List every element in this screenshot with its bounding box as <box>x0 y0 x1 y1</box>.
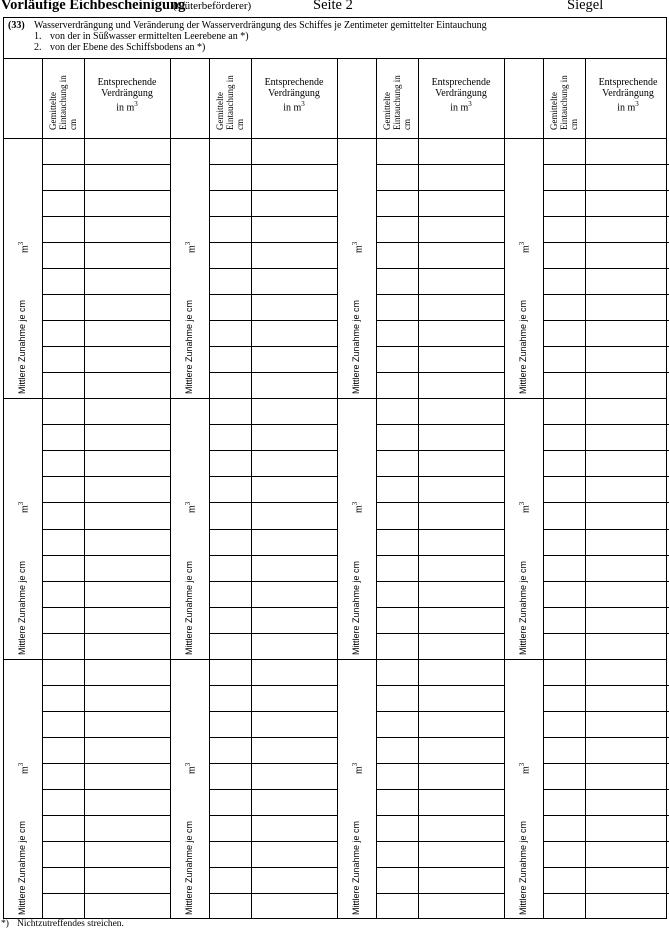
grid-vline <box>504 58 505 919</box>
col-header-eintauchung: Gemittelte Eintauchung in cm <box>382 75 412 130</box>
mean-increase-label: Mittlere Zunahme je cm <box>184 299 194 394</box>
grid-hline <box>42 893 170 894</box>
unit-label: $m^3$ <box>184 762 198 774</box>
grid-vline <box>3 58 4 919</box>
grid-hline <box>42 502 170 503</box>
option-2-number: 2. <box>34 42 42 53</box>
grid-hline <box>376 633 504 634</box>
grid-hline <box>543 607 669 608</box>
grid-hline <box>543 815 669 816</box>
grid-hline <box>209 763 337 764</box>
grid-hline <box>209 242 337 243</box>
option-2-text: von der Ebene des Schiffsbodens an *) <box>50 42 206 53</box>
grid-hline <box>376 607 504 608</box>
document-title: Vorläufige Eichbescheinigung <box>1 0 186 13</box>
grid-hline <box>209 555 337 556</box>
option-1-number: 1. <box>34 31 42 42</box>
grid-hline <box>209 190 337 191</box>
mean-increase-label: Mittlere Zunahme je cm <box>518 299 528 394</box>
grid-hline <box>209 164 337 165</box>
grid-hline <box>209 476 337 477</box>
col-header-eintauchung: Gemittelte Eintauchung in cm <box>48 75 78 130</box>
grid-hline <box>543 372 669 373</box>
grid-hline <box>376 685 504 686</box>
mean-increase-label: Mittlere Zunahme je cm <box>518 820 528 915</box>
grid-hline <box>376 711 504 712</box>
grid-hline <box>42 216 170 217</box>
grid-hline <box>42 346 170 347</box>
grid-hline <box>209 841 337 842</box>
grid-hline <box>376 164 504 165</box>
grid-hline <box>209 815 337 816</box>
mean-increase-label: Mittlere Zunahme je cm <box>518 560 528 655</box>
grid-hline <box>543 242 669 243</box>
grid-hline <box>209 893 337 894</box>
grid-hline <box>42 164 170 165</box>
grid-hline <box>376 216 504 217</box>
grid-hline <box>209 529 337 530</box>
displacement-table <box>3 58 667 919</box>
grid-hline <box>543 164 669 165</box>
unit-label: $m^3$ <box>351 501 365 513</box>
grid-hline <box>543 737 669 738</box>
grid-hline <box>543 685 669 686</box>
unit-label: $m^3$ <box>184 241 198 253</box>
mean-increase-label: Mittlere Zunahme je cm <box>17 560 27 655</box>
grid-hline <box>543 294 669 295</box>
grid-hline <box>209 607 337 608</box>
unit-label: $m^3$ <box>518 241 532 253</box>
grid-hline <box>42 815 170 816</box>
grid-hline <box>376 555 504 556</box>
grid-hline <box>543 476 669 477</box>
unit-label: $m^3$ <box>351 241 365 253</box>
grid-hline <box>543 711 669 712</box>
grid-hline <box>376 268 504 269</box>
grid-hline <box>376 502 504 503</box>
grid-hline <box>42 476 170 477</box>
section-intro <box>3 17 667 59</box>
grid-hline <box>376 893 504 894</box>
grid-hline <box>3 398 667 399</box>
grid-hline <box>42 450 170 451</box>
grid-vline <box>170 58 171 919</box>
grid-hline <box>3 138 667 139</box>
grid-hline <box>209 424 337 425</box>
grid-hline <box>42 685 170 686</box>
footnote-text: Nichtzutreffendes streichen. <box>17 919 124 929</box>
grid-hline <box>209 789 337 790</box>
grid-hline <box>42 763 170 764</box>
grid-hline <box>209 346 337 347</box>
grid-hline <box>209 502 337 503</box>
grid-hline <box>376 346 504 347</box>
unit-label: $m^3$ <box>184 501 198 513</box>
grid-hline <box>543 529 669 530</box>
grid-hline <box>42 242 170 243</box>
grid-hline <box>209 633 337 634</box>
grid-hline <box>42 555 170 556</box>
grid-hline <box>42 789 170 790</box>
grid-hline <box>209 320 337 321</box>
col-header-eintauchung: Gemittelte Eintauchung in cm <box>215 75 245 130</box>
col-header-verdraengung: Entsprechende Verdrängung in $m^3$ <box>598 77 658 114</box>
grid-hline <box>209 294 337 295</box>
grid-hline <box>543 450 669 451</box>
col-header-verdraengung: Entsprechende Verdrängung in $m^3$ <box>264 77 324 114</box>
grid-hline <box>543 268 669 269</box>
grid-hline <box>42 737 170 738</box>
grid-hline <box>376 529 504 530</box>
grid-hline <box>376 763 504 764</box>
unit-label: $m^3$ <box>518 501 532 513</box>
document-subtitle: (Güterbeförderer) <box>173 0 252 12</box>
grid-hline <box>42 581 170 582</box>
grid-hline <box>209 867 337 868</box>
grid-hline <box>42 841 170 842</box>
grid-hline <box>209 268 337 269</box>
grid-hline <box>376 424 504 425</box>
page-header <box>0 0 669 18</box>
footnote-mark: *) <box>1 919 9 929</box>
grid-hline <box>543 763 669 764</box>
grid-hline <box>543 502 669 503</box>
grid-hline <box>209 737 337 738</box>
grid-hline <box>543 867 669 868</box>
mean-increase-label: Mittlere Zunahme je cm <box>351 820 361 915</box>
unit-label: $m^3$ <box>17 762 31 774</box>
grid-hline <box>42 320 170 321</box>
col-header-eintauchung: Gemittelte Eintauchung in cm <box>549 75 579 130</box>
grid-hline <box>543 320 669 321</box>
grid-hline <box>376 789 504 790</box>
grid-hline <box>209 216 337 217</box>
grid-hline <box>376 294 504 295</box>
section-number: (33) <box>8 20 25 31</box>
grid-hline <box>209 450 337 451</box>
grid-hline <box>42 607 170 608</box>
col-header-verdraengung: Entsprechende Verdrängung in $m^3$ <box>97 77 157 114</box>
grid-hline <box>42 867 170 868</box>
grid-hline <box>376 581 504 582</box>
mean-increase-label: Mittlere Zunahme je cm <box>184 820 194 915</box>
grid-hline <box>42 268 170 269</box>
unit-label: $m^3$ <box>351 762 365 774</box>
mean-increase-label: Mittlere Zunahme je cm <box>17 820 27 915</box>
grid-hline <box>376 372 504 373</box>
grid-hline <box>209 685 337 686</box>
grid-hline <box>209 711 337 712</box>
footnote <box>1 919 124 929</box>
mean-increase-label: Mittlere Zunahme je cm <box>351 560 361 655</box>
grid-hline <box>376 815 504 816</box>
page-number: Seite 2 <box>313 0 353 13</box>
col-header-verdraengung: Entsprechende Verdrängung in $m^3$ <box>431 77 491 114</box>
grid-hline <box>376 450 504 451</box>
grid-hline <box>543 216 669 217</box>
grid-vline <box>337 58 338 919</box>
grid-hline <box>3 58 667 59</box>
grid-hline <box>42 372 170 373</box>
grid-hline <box>42 633 170 634</box>
grid-hline <box>376 841 504 842</box>
grid-hline <box>376 737 504 738</box>
grid-hline <box>543 633 669 634</box>
grid-hline <box>543 424 669 425</box>
grid-hline <box>376 320 504 321</box>
grid-hline <box>209 581 337 582</box>
grid-hline <box>376 242 504 243</box>
unit-label: $m^3$ <box>518 762 532 774</box>
grid-hline <box>42 294 170 295</box>
section-text: Wasserverdrängung und Veränderung der Wasserverdrängung des Schiffes je Zentimeter gemittelter Eintauchung <box>34 20 487 31</box>
grid-hline <box>543 789 669 790</box>
option-1-text: von der in Süßwasser ermittelten Leerebene an *) <box>50 31 249 42</box>
grid-hline <box>543 346 669 347</box>
unit-label: $m^3$ <box>17 241 31 253</box>
grid-hline <box>543 581 669 582</box>
grid-hline <box>543 893 669 894</box>
mean-increase-label: Mittlere Zunahme je cm <box>17 299 27 394</box>
option-1 <box>34 31 249 42</box>
grid-hline <box>42 529 170 530</box>
seal-label: Siegel <box>567 0 604 13</box>
grid-hline <box>543 841 669 842</box>
grid-hline <box>376 476 504 477</box>
mean-increase-label: Mittlere Zunahme je cm <box>351 299 361 394</box>
grid-hline <box>376 867 504 868</box>
unit-label: $m^3$ <box>17 501 31 513</box>
grid-hline <box>209 372 337 373</box>
grid-hline <box>543 555 669 556</box>
grid-hline <box>543 190 669 191</box>
grid-hline <box>42 711 170 712</box>
grid-hline <box>42 424 170 425</box>
mean-increase-label: Mittlere Zunahme je cm <box>184 560 194 655</box>
grid-hline <box>3 659 667 660</box>
grid-hline <box>42 190 170 191</box>
option-2 <box>34 42 205 53</box>
grid-hline <box>376 190 504 191</box>
